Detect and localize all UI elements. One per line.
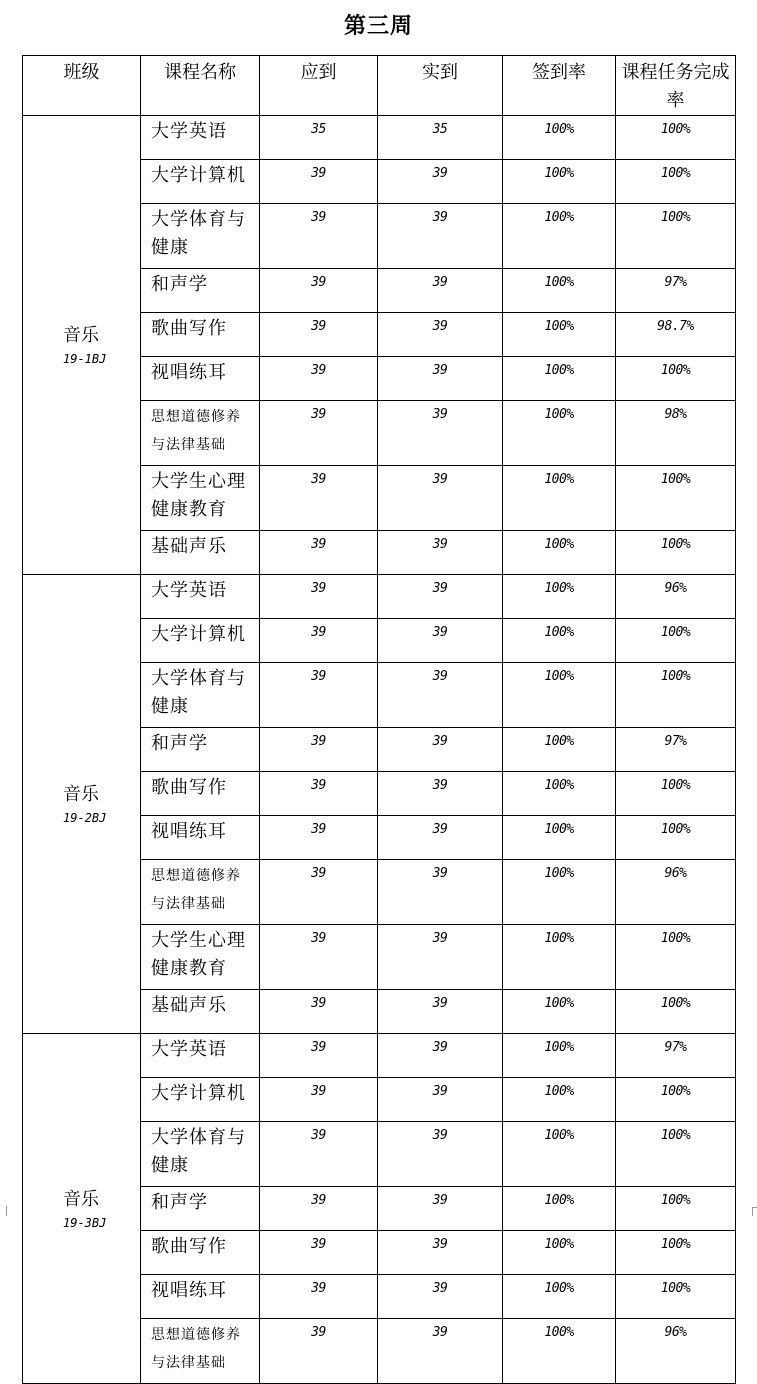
course-cell: 思想道德修养与法律基础 xyxy=(141,401,260,466)
completion-rate-cell: 96% xyxy=(616,575,736,619)
completion-rate-cell: 100% xyxy=(616,357,736,401)
page-corner-mark xyxy=(752,1207,757,1216)
course-cell: 思想道德修养与法律基础 xyxy=(141,860,260,925)
completion-rate-cell: 100% xyxy=(616,204,736,269)
actual-cell: 39 xyxy=(378,990,503,1034)
actual-cell: 39 xyxy=(378,357,503,401)
course-cell: 歌曲写作 xyxy=(141,1231,260,1275)
completion-rate-cell: 100% xyxy=(616,925,736,990)
class-code: 19-3BJ xyxy=(63,1215,107,1230)
actual-cell: 39 xyxy=(378,1078,503,1122)
class-cell xyxy=(23,116,141,575)
signin-rate-cell: 100% xyxy=(503,772,616,816)
signin-rate-cell: 100% xyxy=(503,663,616,728)
expected-cell: 39 xyxy=(260,663,378,728)
actual-cell: 39 xyxy=(378,1319,503,1384)
header-completion-rate: 课程任务完成率 xyxy=(616,56,736,116)
table-row xyxy=(23,116,736,160)
class-name: 音乐 xyxy=(63,325,99,346)
expected-cell: 39 xyxy=(260,728,378,772)
signin-rate-cell: 100% xyxy=(503,860,616,925)
actual-cell: 39 xyxy=(378,1231,503,1275)
signin-rate-cell: 100% xyxy=(503,313,616,357)
completion-rate-cell: 100% xyxy=(616,990,736,1034)
expected-cell: 39 xyxy=(260,860,378,925)
actual-cell: 39 xyxy=(378,619,503,663)
header-expected: 应到 xyxy=(260,56,378,116)
completion-rate-cell: 100% xyxy=(616,1275,736,1319)
header-class: 班级 xyxy=(23,56,141,116)
completion-rate-cell: 100% xyxy=(616,531,736,575)
course-cell: 大学生心理健康教育 xyxy=(141,925,260,990)
course-cell: 和声学 xyxy=(141,269,260,313)
signin-rate-cell: 100% xyxy=(503,816,616,860)
course-cell: 视唱练耳 xyxy=(141,1275,260,1319)
class-name: 音乐 xyxy=(63,784,99,805)
actual-cell: 39 xyxy=(378,313,503,357)
actual-cell: 39 xyxy=(378,816,503,860)
expected-cell: 39 xyxy=(260,1231,378,1275)
course-cell: 大学计算机 xyxy=(141,160,260,204)
signin-rate-cell: 100% xyxy=(503,619,616,663)
expected-cell: 39 xyxy=(260,1275,378,1319)
signin-rate-cell: 100% xyxy=(503,160,616,204)
header-actual: 实到 xyxy=(378,56,503,116)
expected-cell: 39 xyxy=(260,1034,378,1078)
signin-rate-cell: 100% xyxy=(503,269,616,313)
completion-rate-cell: 100% xyxy=(616,663,736,728)
actual-cell: 39 xyxy=(378,466,503,531)
actual-cell: 39 xyxy=(378,772,503,816)
signin-rate-cell: 100% xyxy=(503,1275,616,1319)
course-cell: 大学生心理健康教育 xyxy=(141,466,260,531)
expected-cell: 39 xyxy=(260,313,378,357)
signin-rate-cell: 100% xyxy=(503,531,616,575)
class-cell xyxy=(23,1034,141,1384)
expected-cell: 39 xyxy=(260,619,378,663)
completion-rate-cell: 97% xyxy=(616,728,736,772)
completion-rate-cell: 100% xyxy=(616,1078,736,1122)
expected-cell: 39 xyxy=(260,990,378,1034)
actual-cell: 39 xyxy=(378,269,503,313)
signin-rate-cell: 100% xyxy=(503,1078,616,1122)
completion-rate-cell: 98% xyxy=(616,401,736,466)
actual-cell: 39 xyxy=(378,728,503,772)
signin-rate-cell: 100% xyxy=(503,1187,616,1231)
signin-rate-cell: 100% xyxy=(503,466,616,531)
expected-cell: 39 xyxy=(260,466,378,531)
course-cell: 视唱练耳 xyxy=(141,357,260,401)
signin-rate-cell: 100% xyxy=(503,401,616,466)
expected-cell: 39 xyxy=(260,1078,378,1122)
course-cell: 和声学 xyxy=(141,728,260,772)
signin-rate-cell: 100% xyxy=(503,357,616,401)
completion-rate-cell: 100% xyxy=(616,160,736,204)
expected-cell: 39 xyxy=(260,269,378,313)
header-course: 课程名称 xyxy=(141,56,260,116)
actual-cell: 39 xyxy=(378,1122,503,1187)
signin-rate-cell: 100% xyxy=(503,728,616,772)
course-cell: 大学体育与健康 xyxy=(141,1122,260,1187)
actual-cell: 39 xyxy=(378,204,503,269)
course-cell: 基础声乐 xyxy=(141,531,260,575)
expected-cell: 39 xyxy=(260,160,378,204)
actual-cell: 39 xyxy=(378,1034,503,1078)
expected-cell: 39 xyxy=(260,925,378,990)
signin-rate-cell: 100% xyxy=(503,116,616,160)
actual-cell: 39 xyxy=(378,1187,503,1231)
course-cell: 大学计算机 xyxy=(141,1078,260,1122)
completion-rate-cell: 96% xyxy=(616,1319,736,1384)
expected-cell: 39 xyxy=(260,575,378,619)
completion-rate-cell: 100% xyxy=(616,466,736,531)
signin-rate-cell: 100% xyxy=(503,1122,616,1187)
actual-cell: 39 xyxy=(378,401,503,466)
completion-rate-cell: 100% xyxy=(616,116,736,160)
course-cell: 大学英语 xyxy=(141,575,260,619)
course-cell: 大学体育与健康 xyxy=(141,204,260,269)
page-corner-mark xyxy=(0,1206,7,1216)
expected-cell: 39 xyxy=(260,204,378,269)
table-row xyxy=(23,575,736,619)
expected-cell: 39 xyxy=(260,772,378,816)
table-body xyxy=(23,116,736,1384)
header-signin-rate: 签到率 xyxy=(503,56,616,116)
course-cell: 大学计算机 xyxy=(141,619,260,663)
actual-cell: 35 xyxy=(378,116,503,160)
expected-cell: 35 xyxy=(260,116,378,160)
actual-cell: 39 xyxy=(378,531,503,575)
actual-cell: 39 xyxy=(378,663,503,728)
course-cell: 基础声乐 xyxy=(141,990,260,1034)
course-cell: 和声学 xyxy=(141,1187,260,1231)
actual-cell: 39 xyxy=(378,1275,503,1319)
signin-rate-cell: 100% xyxy=(503,575,616,619)
expected-cell: 39 xyxy=(260,816,378,860)
completion-rate-cell: 100% xyxy=(616,619,736,663)
signin-rate-cell: 100% xyxy=(503,1034,616,1078)
completion-rate-cell: 97% xyxy=(616,269,736,313)
expected-cell: 39 xyxy=(260,401,378,466)
signin-rate-cell: 100% xyxy=(503,925,616,990)
completion-rate-cell: 96% xyxy=(616,860,736,925)
completion-rate-cell: 98.7% xyxy=(616,313,736,357)
actual-cell: 39 xyxy=(378,575,503,619)
completion-rate-cell: 100% xyxy=(616,1122,736,1187)
completion-rate-cell: 97% xyxy=(616,1034,736,1078)
expected-cell: 39 xyxy=(260,1187,378,1231)
completion-rate-cell: 100% xyxy=(616,1187,736,1231)
actual-cell: 39 xyxy=(378,860,503,925)
page-title: 第三周 xyxy=(343,14,413,39)
table-header-row xyxy=(23,56,736,116)
course-cell: 视唱练耳 xyxy=(141,816,260,860)
table-row xyxy=(23,1034,736,1078)
completion-rate-cell: 100% xyxy=(616,816,736,860)
signin-rate-cell: 100% xyxy=(503,1231,616,1275)
class-cell xyxy=(23,575,141,1034)
completion-rate-cell: 100% xyxy=(616,1231,736,1275)
class-code: 19-1BJ xyxy=(63,352,107,366)
attendance-table xyxy=(22,55,736,1384)
class-code: 19-2BJ xyxy=(63,811,107,825)
signin-rate-cell: 100% xyxy=(503,1319,616,1384)
expected-cell: 39 xyxy=(260,1319,378,1384)
signin-rate-cell: 100% xyxy=(503,204,616,269)
expected-cell: 39 xyxy=(260,357,378,401)
completion-rate-cell: 100% xyxy=(616,772,736,816)
course-cell: 歌曲写作 xyxy=(141,313,260,357)
actual-cell: 39 xyxy=(378,925,503,990)
course-cell: 歌曲写作 xyxy=(141,772,260,816)
expected-cell: 39 xyxy=(260,531,378,575)
signin-rate-cell: 100% xyxy=(503,990,616,1034)
actual-cell: 39 xyxy=(378,160,503,204)
course-cell: 大学英语 xyxy=(141,116,260,160)
class-name: 音乐 xyxy=(63,1188,99,1210)
course-cell: 大学体育与健康 xyxy=(141,663,260,728)
course-cell: 思想道德修养与法律基础 xyxy=(141,1319,260,1384)
expected-cell: 39 xyxy=(260,1122,378,1187)
course-cell: 大学英语 xyxy=(141,1034,260,1078)
